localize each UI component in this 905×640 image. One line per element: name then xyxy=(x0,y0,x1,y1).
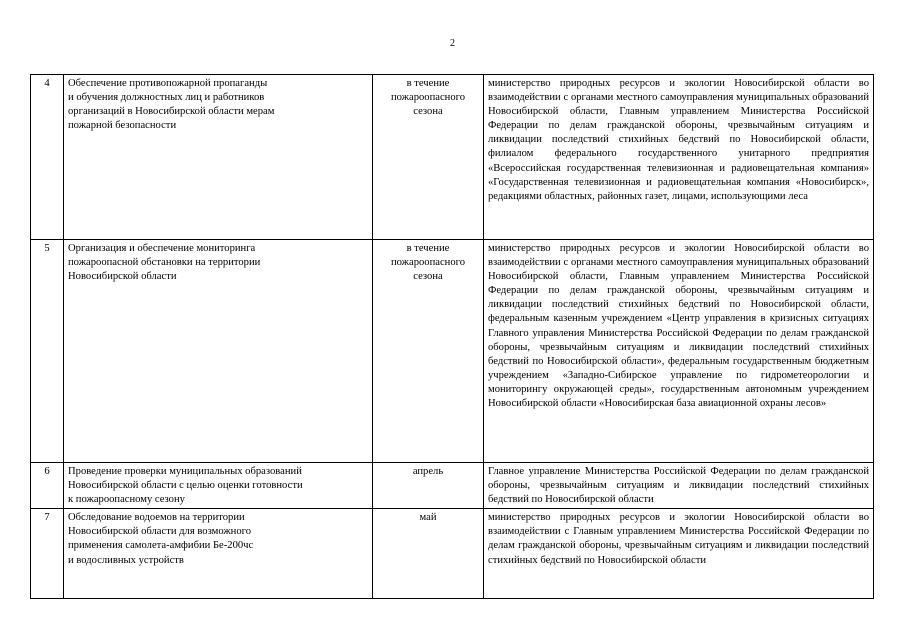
measures-table xyxy=(30,74,874,599)
responsible-cell: министерство природных ресурсов и экологии Новосибирской области во взаимодействии с Главным управлением Министерства Российской Федерации по делам гражданской обороны, чрезвычайным ситуациям и ликвидации последствий стихийных бедствий по Новосибирской области xyxy=(484,509,874,599)
event-line: пожароопасной обстановки на территории xyxy=(68,257,261,269)
event-line: организаций в Новосибирской области мерам xyxy=(68,106,275,118)
term-cell xyxy=(373,509,484,599)
term-line: сезона xyxy=(413,106,443,118)
row-number: 6 xyxy=(31,463,64,509)
responsible-cell: министерство природных ресурсов и экологии Новосибирской области во взаимодействии с органами местного самоуправления муниципальных образований Новосибирской области, Главным управлением Министерства Российской Федерации по делам гражданской обороны, чрезвычайным ситуациям и ликвидации последствий стихийных бедствий по Новосибирской области, филиалом федерального государственного унитарного предприятия «Всероссийская государственная телевизионная и радиовещательная компания» «Государственная телевизионная и радиовещательная компания «Новосибирск», редакциями областных, районных газет, лицами, использующими леса xyxy=(484,75,874,240)
page-number: 2 xyxy=(450,38,455,49)
table-row xyxy=(31,75,874,240)
row-number: 5 xyxy=(31,240,64,463)
term-cell xyxy=(373,240,484,463)
event-line: пожарной безопасности xyxy=(68,120,177,132)
term-line: май xyxy=(419,512,437,524)
table-row xyxy=(31,509,874,599)
table-row xyxy=(31,463,874,509)
event-cell xyxy=(64,75,373,240)
term-line: в течение xyxy=(406,78,450,89)
event-line: Новосибирской области xyxy=(68,271,177,283)
term-cell xyxy=(373,463,484,509)
responsible-cell: министерство природных ресурсов и экологии Новосибирской области во взаимодействии с органами местного самоуправления муниципальных образований Новосибирской области, Главным управлением Министерства Российской Федерации по делам гражданской обороны, чрезвычайным ситуациям и ликвидации последствий стихийных бедствий по Новосибирской области, федеральным казенным учреждением «Центр управления в кризисных ситуациях Главного управления Министерства Российской Федерации по делам гражданской обороны, чрезвычайным ситуациям и ликвидации последствий стихийных бедствий по Новосибирской области», федеральным государственным бюджетным учреждением «Западно-Сибирское управление по гидрометеорологии и мониторингу окружающей среды», государственным автономным учреждением Новосибирской области «Новосибирская база авиационной охраны лесов» xyxy=(484,240,874,463)
term-line: пожароопасного xyxy=(390,92,466,104)
event-cell xyxy=(64,463,373,509)
event-line: Проведение проверки муниципальных образований xyxy=(68,466,302,477)
term-line: пожароопасного xyxy=(390,257,466,269)
table-row xyxy=(31,240,874,463)
event-line: и обучения должностных лиц и работников xyxy=(68,92,265,104)
event-line: Новосибирской области с целью оценки готовности xyxy=(68,480,303,492)
row-number: 4 xyxy=(31,75,64,240)
responsible-cell: Главное управление Министерства Российской Федерации по делам гражданской обороны, чрезвычайным ситуациям и ликвидации последствий стихийных бедствий по Новосибирской области xyxy=(484,463,874,509)
term-line: апрель xyxy=(412,466,444,477)
term-line: в течение xyxy=(406,243,450,254)
event-line: Обеспечение противопожарной пропаганды xyxy=(68,78,268,89)
event-cell xyxy=(64,240,373,463)
event-line: и водосливных устройств xyxy=(68,554,184,566)
term-cell xyxy=(373,75,484,240)
event-line: Обследование водоемов на территории xyxy=(68,512,245,524)
event-line: применения самолета-амфибии Бе-200чс xyxy=(68,540,254,552)
event-cell xyxy=(64,509,373,599)
event-line: к пожароопасному сезону xyxy=(68,494,185,506)
term-line: сезона xyxy=(413,271,443,283)
event-line: Новосибирской области для возможного xyxy=(68,526,252,538)
event-line: Организация и обеспечение мониторинга xyxy=(68,243,256,254)
row-number: 7 xyxy=(31,509,64,599)
